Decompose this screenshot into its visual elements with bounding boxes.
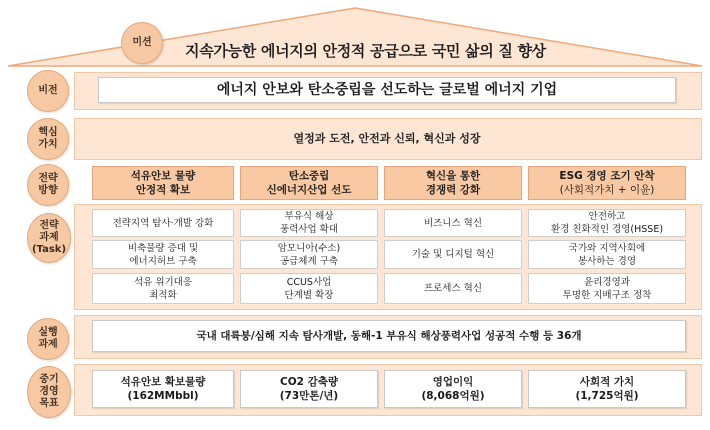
task-item: 프로세스 혁신 xyxy=(384,273,522,304)
task-item: 석유 위기대응 최적화 xyxy=(92,273,234,304)
vision-label: 비전 xyxy=(27,70,69,112)
strategy-direction-label: 전략 방향 xyxy=(27,164,69,206)
task-item: 비즈니스 혁신 xyxy=(384,209,522,237)
task-item: 국가와 지역사회에 봉사하는 경영 xyxy=(528,240,686,269)
task-item: CCUS사업 단계별 확장 xyxy=(240,273,378,304)
task-item: 부유식 해상 풍력사업 확대 xyxy=(240,209,378,237)
strategy-tasks-label: 전략 과제 (Task) xyxy=(27,213,71,263)
direction-innovation: 혁신을 통한 경쟁력 강화 xyxy=(384,166,522,200)
core-values-label: 핵심 가치 xyxy=(27,118,69,160)
task-item: 안전하고 환경 친화적인 경영(HSSE) xyxy=(528,209,686,237)
goal-oil-volume: 석유안보 확보물량 (162MMbbl) xyxy=(92,370,234,408)
mission-statement: 지속가능한 에너지의 안정적 공급으로 국민 삶의 질 향상 xyxy=(185,42,546,60)
task-item: 암모니아(수소) 공급체계 구축 xyxy=(240,240,378,269)
task-item: 비축물량 증대 및 에너지허브 구축 xyxy=(92,240,234,269)
task-item: 전략지역 탐사·개발 강화 xyxy=(92,209,234,237)
task-item: 윤리경영과 투명한 지배구조 정착 xyxy=(528,273,686,304)
vision-statement: 에너지 안보와 탄소중립을 선도하는 글로벌 에너지 기업 xyxy=(98,77,676,103)
execution-text: 국내 대륙붕/심해 지속 탐사개발, 동해-1 부유식 해상풍력사업 성공적 수행 등 36개 xyxy=(92,320,686,352)
mid-term-goals-label: 중기 경영 목표 xyxy=(27,366,71,418)
task-item: 기술 및 디지털 혁신 xyxy=(384,240,522,269)
goal-co2-reduction: CO2 감축량 (73만톤/년) xyxy=(240,370,378,408)
mission-label: 미션 xyxy=(121,22,163,64)
direction-carbon-neutral: 탄소중립 신에너지산업 선도 xyxy=(240,166,378,200)
goal-social-value: 사회적 가치 (1,725억원) xyxy=(528,370,686,408)
direction-esg: ESG 경영 조기 안착 (사회적가치 + 이윤) xyxy=(528,166,686,200)
core-values-text: 열정과 도전, 안전과 신뢰, 혁신과 성장 xyxy=(293,132,481,145)
goal-operating-profit: 영업이익 (8,068억원) xyxy=(384,370,522,408)
direction-oil-security: 석유안보 물량 안정적 확보 xyxy=(92,166,234,200)
execution-label: 실행 과제 xyxy=(27,318,69,360)
